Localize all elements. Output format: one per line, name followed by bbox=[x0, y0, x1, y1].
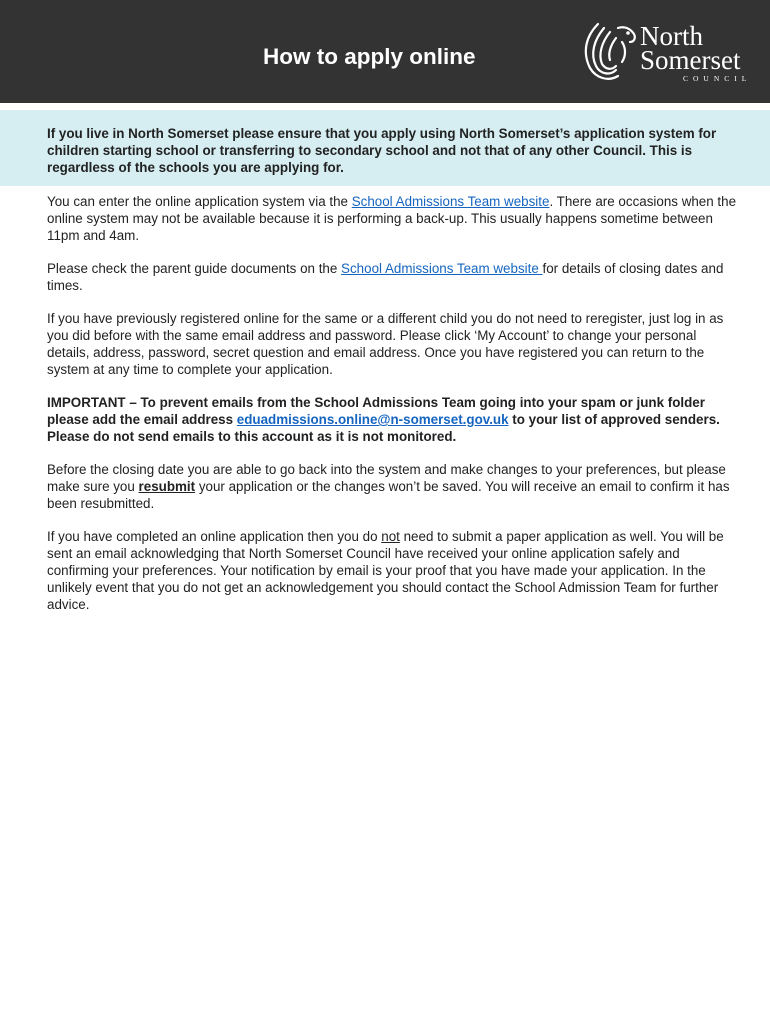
intro-banner bbox=[0, 110, 770, 186]
intro-text: If you live in North Somerset please ensure that you apply using North Somerset’s application system for children starting school or transferring to secondary school and not that of any other Council. This is regardless of the schools you are applying for. bbox=[47, 126, 717, 175]
paragraph-parent-guide bbox=[47, 260, 737, 294]
page-content bbox=[47, 193, 737, 629]
paragraph-text: . There are occasions when the online system may not be available because it is performing a back-up. This usually happens sometime between 11pm and 4am. bbox=[47, 194, 737, 243]
paragraph-text: your application or the changes won’t be saved. You will receive an email to confirm it has been resubmitted. bbox=[47, 479, 730, 511]
school-admissions-link[interactable]: School Admissions Team website bbox=[351, 194, 550, 209]
paragraph-text: Please check the parent guide documents on the bbox=[47, 261, 342, 276]
emphasis-not: not bbox=[381, 529, 400, 544]
paragraph-acknowledgement bbox=[47, 528, 737, 613]
council-logo bbox=[578, 18, 763, 86]
paragraph-online-system bbox=[47, 193, 737, 244]
school-admissions-link[interactable]: School Admissions Team website bbox=[341, 261, 543, 276]
page-title: How to apply online bbox=[263, 44, 476, 69]
logo-text-north: North bbox=[640, 21, 703, 51]
logo-text-somerset: Somerset bbox=[640, 45, 741, 75]
page-header bbox=[0, 0, 770, 103]
paragraph-text: need to submit a paper application as well. You will be sent an email acknowledging that North Somerset Council have received your online application safely and confirming your preferences. Your notification by email is your proof that you have made your application. In the unlikely event that you do not get an acknowledgement you should contact the School Admission Team for further advice. bbox=[47, 529, 724, 612]
email-link[interactable]: eduadmissions.online@n-somerset.gov.uk bbox=[236, 412, 509, 427]
paragraph-text: for details of closing dates and times. bbox=[47, 261, 724, 293]
paragraph-text: You can enter the online application system via the bbox=[47, 194, 352, 209]
paragraph-text: Before the closing date you are able to go back into the system and make changes to your preferences, but please make sure you bbox=[47, 462, 726, 494]
paragraph-important bbox=[47, 394, 737, 445]
paragraph-resubmit bbox=[47, 461, 737, 512]
logo-text-council: COUNCIL bbox=[683, 74, 752, 83]
paragraph-text: to your list of approved senders. Please do not send emails to this account as it is not monitored. bbox=[47, 412, 720, 444]
swan-emblem-icon bbox=[578, 18, 640, 86]
paragraph-registration: If you have previously registered online for the same or a different child you do not need to reregister, just log in as you did before with the same email address and password. Please click ‘My Account’ to change your personal details, address, password, secret question and email address. Once you have registered you can return to the system at any time to complete your application. bbox=[47, 311, 724, 377]
emphasis-resubmit: resubmit bbox=[138, 479, 196, 494]
paragraph-text: If you have completed an online application then you do bbox=[47, 529, 382, 544]
paragraph-text: IMPORTANT – To prevent emails from the School Admissions Team going into your spam or junk folder please add the email address bbox=[47, 395, 705, 427]
